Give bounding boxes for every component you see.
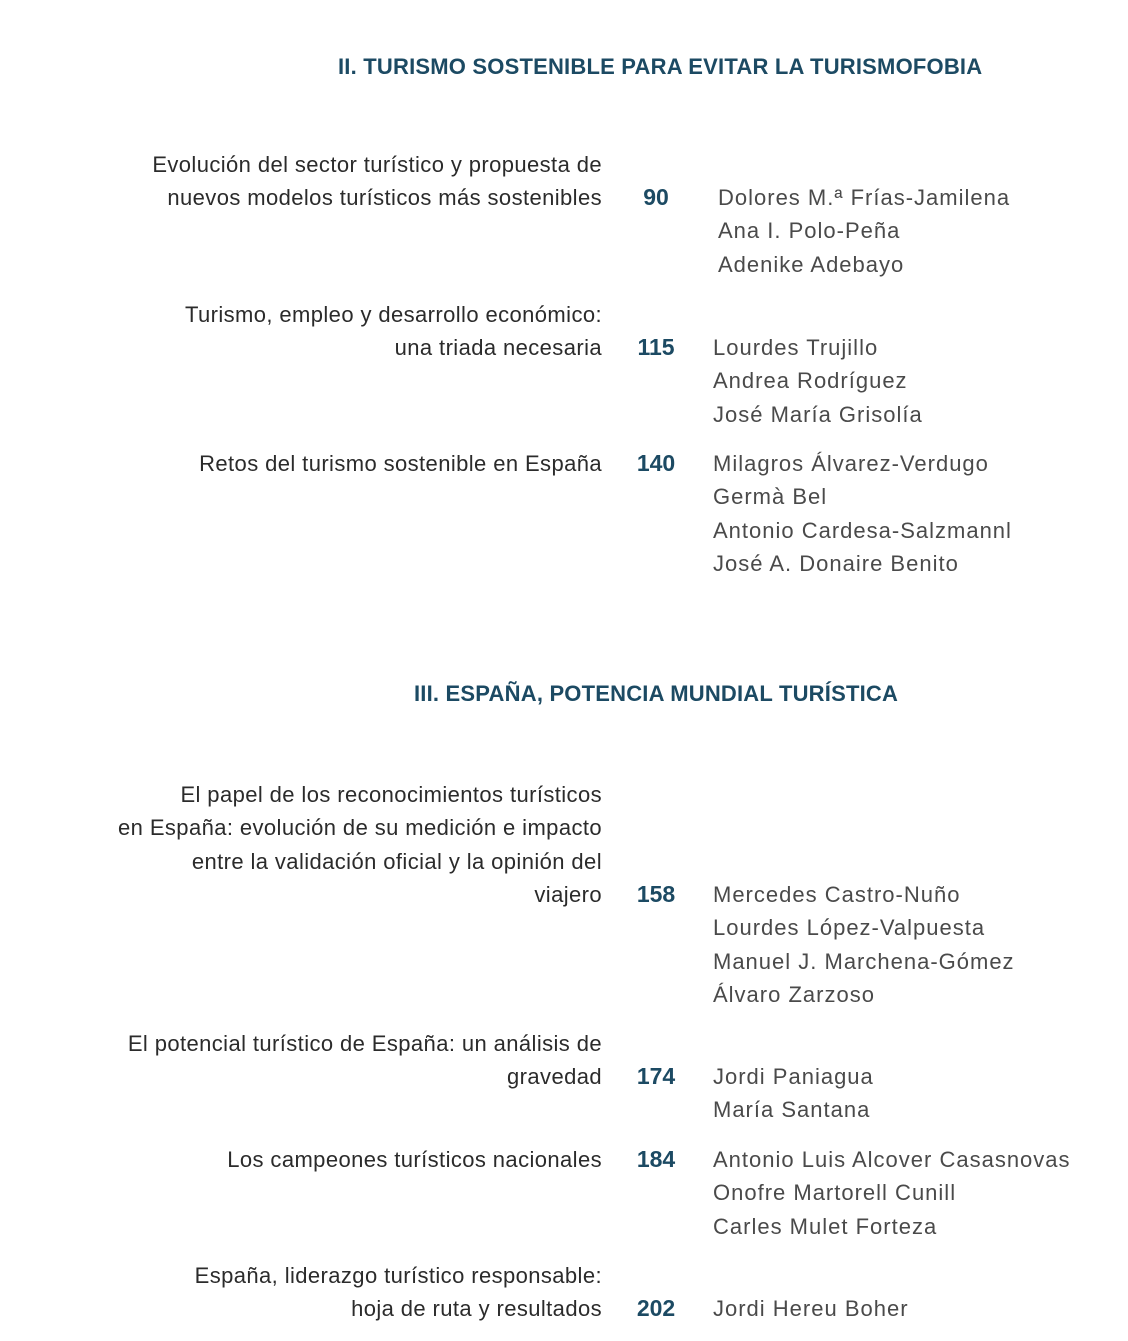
section-title: III. ESPAÑA, POTENCIA MUNDIAL TURÍSTICA <box>414 681 899 706</box>
entry-title-line: gravedad <box>507 1064 602 1090</box>
entry-title-line: viajero <box>534 881 602 907</box>
entry-title-line: hoja de ruta y resultados <box>351 1296 602 1322</box>
entry-title-line: Turismo, empleo y desarrollo económico: <box>184 302 602 327</box>
entry-title-line: nuevos modelos turísticos más sostenibles <box>167 185 602 211</box>
author-list <box>713 878 1015 1011</box>
page-number[interactable]: 184 <box>636 1146 676 1172</box>
author-name: Jordi Paniagua <box>713 1064 874 1089</box>
page-number[interactable]: 174 <box>636 1063 676 1089</box>
entry-title-line: una triada necesaria <box>394 335 602 361</box>
author-name: Dolores M.ª Frías-Jamilena <box>718 185 1011 210</box>
entry-title[interactable] <box>42 447 602 480</box>
entry-title[interactable] <box>42 298 602 365</box>
author-name: Lourdes López-Valpuesta <box>713 915 986 941</box>
page-number[interactable]: 158 <box>636 881 676 907</box>
entry-title-line: Evolución del sector turístico y propuesta de <box>152 152 602 177</box>
author-name: María Santana <box>713 1097 871 1123</box>
author-list <box>713 331 923 431</box>
entry-title[interactable] <box>42 1027 602 1094</box>
author-name: Antonio Luis Alcover Casasnovas <box>713 1147 1071 1172</box>
author-name: Milagros Álvarez-Verdugo <box>713 451 989 476</box>
author-name: José A. Donaire Benito <box>713 550 959 576</box>
author-list <box>718 181 1010 281</box>
author-name: Ana I. Polo-Peña <box>718 218 901 244</box>
entry-title-line: Los campeones turísticos nacionales <box>227 1147 602 1172</box>
entry-title-line: El papel de los reconocimientos turísticos <box>180 782 602 807</box>
author-name: Onofre Martorell Cunill <box>713 1180 957 1206</box>
author-name: Germà Bel <box>713 484 828 510</box>
entry-title-line: entre la validación oficial y la opinión del <box>191 848 602 874</box>
page-number[interactable]: 140 <box>636 450 676 476</box>
entry-title[interactable] <box>42 1259 602 1326</box>
entry-title-line: España, liderazgo turístico responsable: <box>194 1263 602 1288</box>
author-name: Álvaro Zarzoso <box>713 981 875 1007</box>
entry-title-line: Retos del turismo sostenible en España <box>199 451 602 476</box>
author-name: Mercedes Castro-Nuño <box>713 882 961 907</box>
author-list <box>713 1060 874 1127</box>
page-number[interactable]: 90 <box>643 184 669 210</box>
author-name: Jordi Hereu Boher <box>713 1296 909 1321</box>
author-name: Lourdes Trujillo <box>713 335 879 360</box>
author-name: José María Grisolía <box>713 401 923 427</box>
page-number[interactable]: 202 <box>636 1295 676 1321</box>
entry-title[interactable] <box>42 148 602 215</box>
author-name: Adenike Adebayo <box>718 251 905 277</box>
author-name: Andrea Rodríguez <box>713 368 908 394</box>
author-list <box>713 447 1012 580</box>
author-name: Manuel J. Marchena-Gómez <box>713 948 1015 974</box>
author-name: Antonio Cardesa-Salzmannl <box>713 517 1012 543</box>
entry-title[interactable] <box>42 1143 602 1176</box>
author-list <box>713 1143 1071 1243</box>
entry-title-line: El potencial turístico de España: un análisis de <box>127 1031 602 1056</box>
entry-title-line: en España: evolución de su medición e impacto <box>118 815 602 841</box>
section-title: II. TURISMO SOSTENIBLE PARA EVITAR LA TURISMOFOBIA <box>338 54 983 79</box>
page-number[interactable]: 115 <box>637 334 675 360</box>
author-name: Carles Mulet Forteza <box>713 1213 938 1239</box>
author-list <box>713 1292 909 1325</box>
entry-title[interactable] <box>42 778 602 911</box>
